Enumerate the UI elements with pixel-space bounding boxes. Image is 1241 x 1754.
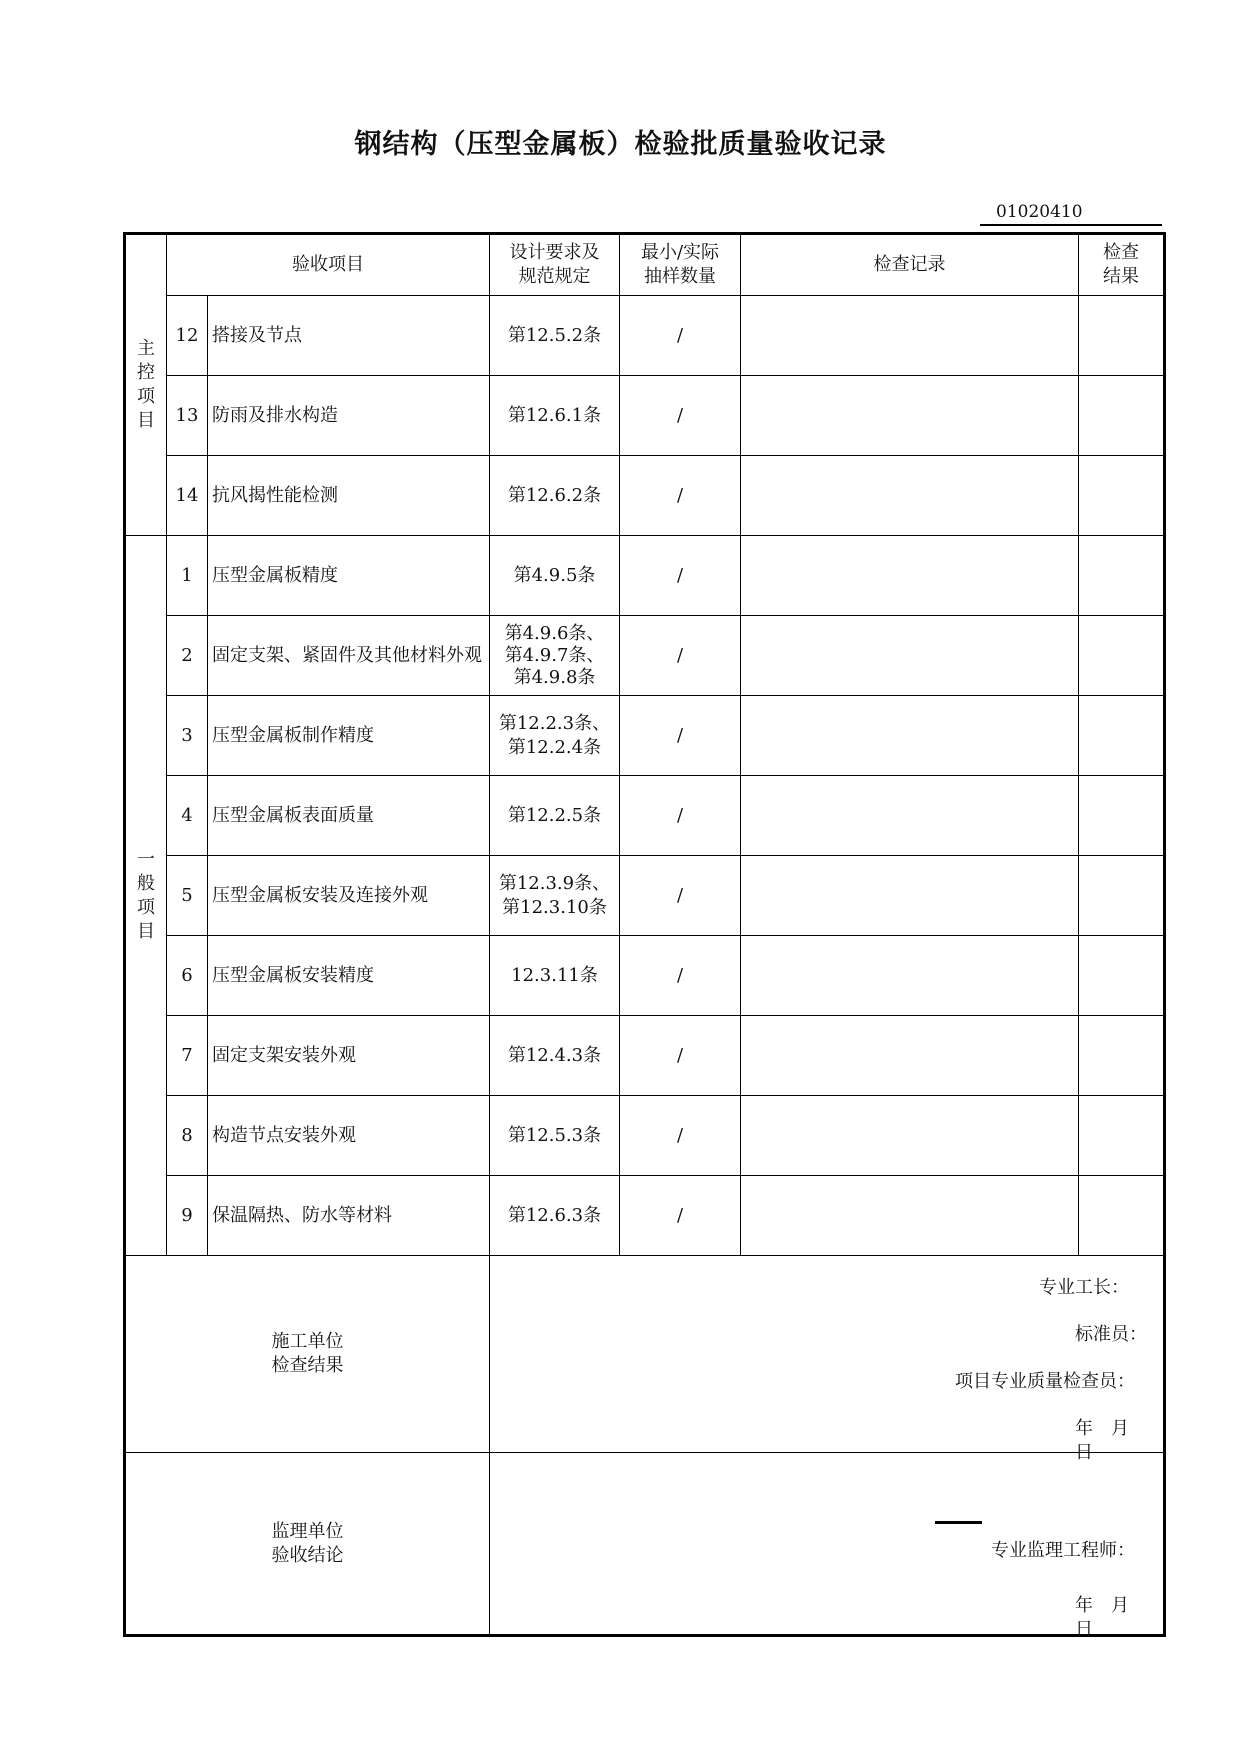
row-item: 保温隔热、防水等材料: [208, 1176, 490, 1256]
row-record-cell[interactable]: [741, 1096, 1079, 1176]
row-spec-line: 第4.9.7条、: [504, 644, 605, 666]
row-item: 压型金属板表面质量: [208, 776, 490, 856]
row-item: 抗风揭性能检测: [208, 456, 490, 536]
row-sample[interactable]: /: [620, 696, 741, 776]
row-spec-line: 第4.9.6条、: [504, 622, 605, 644]
row-record-cell[interactable]: [741, 536, 1079, 616]
row-sample[interactable]: /: [620, 776, 741, 856]
header-sample: [620, 234, 741, 296]
general-char: 项: [137, 896, 155, 918]
row-item: 压型金属板安装及连接外观: [208, 856, 490, 936]
row-spec: 12.3.11条: [490, 936, 620, 1016]
row-result-cell[interactable]: [1079, 296, 1165, 376]
row-item: 压型金属板安装精度: [208, 936, 490, 1016]
standard-label: 标准员：: [1075, 1324, 1147, 1345]
row-item: 构造节点安装外观: [208, 1096, 490, 1176]
row-item: 压型金属板精度: [208, 536, 490, 616]
signature-mark: [935, 1521, 982, 1524]
row-record-cell[interactable]: [741, 856, 1079, 936]
row-spec: [490, 696, 620, 776]
row-number: 5: [167, 856, 208, 936]
row-record-cell[interactable]: [741, 776, 1079, 856]
row-spec-line: 第12.3.9条、: [498, 872, 611, 894]
general-char: 般: [137, 872, 155, 894]
row-result-cell[interactable]: [1079, 376, 1165, 456]
row-spec: 第4.9.5条: [490, 536, 620, 616]
row-record-cell[interactable]: [741, 376, 1079, 456]
header-spec-line: 规范规定: [518, 266, 591, 287]
row-sample[interactable]: /: [620, 376, 741, 456]
general-label: [125, 536, 167, 1256]
row-spec: 第12.6.1条: [490, 376, 620, 456]
construction-row: [125, 1256, 1165, 1453]
table-row: [125, 1176, 1165, 1256]
row-spec-line: 第12.2.3条、: [498, 712, 611, 734]
row-result-cell[interactable]: [1079, 456, 1165, 536]
header-result: [1079, 234, 1165, 296]
row-sample[interactable]: /: [620, 616, 741, 696]
row-result-cell[interactable]: [1079, 696, 1165, 776]
row-result-cell[interactable]: [1079, 1016, 1165, 1096]
header-row: [125, 234, 1165, 296]
page-title: 钢结构（压型金属板）检验批质量验收记录: [354, 129, 887, 160]
supervision-label-line: 监理单位: [271, 1520, 344, 1542]
row-number: 13: [167, 376, 208, 456]
header-spec: [490, 234, 620, 296]
row-spec: 第12.2.5条: [490, 776, 620, 856]
row-result-cell[interactable]: [1079, 776, 1165, 856]
row-record-cell[interactable]: [741, 696, 1079, 776]
header-record: 检查记录: [741, 234, 1079, 296]
row-spec: 第12.5.2条: [490, 296, 620, 376]
row-number: 3: [167, 696, 208, 776]
row-sample[interactable]: /: [620, 1096, 741, 1176]
supervision-label: [125, 1453, 490, 1636]
table-row: [125, 536, 1165, 616]
row-spec: [490, 856, 620, 936]
row-number: 8: [167, 1096, 208, 1176]
table-row: [125, 296, 1165, 376]
row-number: 6: [167, 936, 208, 1016]
row-number: 9: [167, 1176, 208, 1256]
row-item: 搭接及节点: [208, 296, 490, 376]
table-row: [125, 776, 1165, 856]
row-sample[interactable]: /: [620, 1176, 741, 1256]
row-record-cell[interactable]: [741, 456, 1079, 536]
construction-date: 年 月 日: [1075, 1418, 1147, 1463]
table-row: [125, 616, 1165, 696]
table-row: [125, 856, 1165, 936]
row-item: 防雨及排水构造: [208, 376, 490, 456]
row-number: 1: [167, 536, 208, 616]
header-sample-line: 最小/实际: [640, 242, 720, 263]
row-number: 14: [167, 456, 208, 536]
row-record-cell[interactable]: [741, 1016, 1079, 1096]
row-item: 压型金属板制作精度: [208, 696, 490, 776]
table-row: [125, 376, 1165, 456]
header-item: 验收项目: [167, 234, 490, 296]
row-number: 2: [167, 616, 208, 696]
row-result-cell[interactable]: [1079, 616, 1165, 696]
construction-signature-cell[interactable]: [490, 1256, 1165, 1463]
row-number: 7: [167, 1016, 208, 1096]
construction-label-line: 施工单位: [271, 1331, 344, 1352]
row-result-cell[interactable]: [1079, 936, 1165, 1016]
construction-label: [125, 1256, 490, 1453]
row-sample[interactable]: /: [620, 856, 741, 936]
supervision-signature-cell[interactable]: [490, 1453, 1165, 1640]
main-control-char: 控: [137, 362, 155, 383]
table-row: [125, 936, 1165, 1016]
row-result-cell[interactable]: [1079, 1176, 1165, 1256]
quality-inspector-label: 项目专业质量检查员：: [955, 1371, 1135, 1392]
main-control-label: [125, 234, 167, 536]
record-code-field[interactable]: [980, 200, 1162, 226]
row-spec-line: 第4.9.8条: [513, 666, 596, 688]
row-spec: [490, 616, 620, 696]
row-spec-line: 第12.2.4条: [507, 736, 602, 758]
supervision-row: [125, 1453, 1165, 1636]
row-item: 固定支架、紧固件及其他材料外观: [208, 616, 490, 696]
row-sample[interactable]: /: [620, 536, 741, 616]
table-row: [125, 696, 1165, 776]
row-sample[interactable]: /: [620, 1016, 741, 1096]
row-sample[interactable]: /: [620, 296, 741, 376]
table-row: [125, 456, 1165, 536]
header-result-line: 检查: [1103, 242, 1139, 263]
foreman-label: 专业工长：: [1039, 1277, 1129, 1298]
row-record-cell[interactable]: [741, 936, 1079, 1016]
inspection-table: [123, 232, 1166, 1640]
row-spec: 第12.6.2条: [490, 456, 620, 536]
supervision-engineer-label: 专业监理工程师：: [991, 1540, 1135, 1561]
table-row: [125, 1096, 1165, 1176]
supervision-label-line: 验收结论: [271, 1544, 344, 1566]
construction-label-line: 检查结果: [271, 1355, 344, 1376]
row-spec-line: 第12.3.10条: [502, 896, 607, 918]
header-spec-line: 设计要求及: [509, 242, 600, 263]
row-item: 固定支架安装外观: [208, 1016, 490, 1096]
general-char: 目: [137, 920, 155, 942]
row-spec: 第12.4.3条: [490, 1016, 620, 1096]
row-sample[interactable]: /: [620, 456, 741, 536]
supervision-date: 年 月 日: [1075, 1595, 1147, 1640]
row-record-cell[interactable]: [741, 296, 1079, 376]
table-row: [125, 1016, 1165, 1096]
row-record-cell[interactable]: [741, 616, 1079, 696]
main-control-char: 主: [137, 338, 155, 359]
row-result-cell[interactable]: [1079, 1096, 1165, 1176]
row-number: 12: [167, 296, 208, 376]
row-number: 4: [167, 776, 208, 856]
row-sample[interactable]: /: [620, 936, 741, 1016]
row-record-cell[interactable]: [741, 1176, 1079, 1256]
row-spec: 第12.6.3条: [490, 1176, 620, 1256]
main-control-char: 目: [137, 410, 155, 431]
general-char: 一: [137, 848, 155, 870]
header-result-line: 结果: [1103, 266, 1139, 287]
row-spec: 第12.5.3条: [490, 1096, 620, 1176]
row-result-cell[interactable]: [1079, 536, 1165, 616]
record-code: 01020410: [996, 202, 1083, 222]
main-control-char: 项: [137, 386, 155, 407]
header-sample-line: 抽样数量: [644, 266, 716, 287]
row-result-cell[interactable]: [1079, 856, 1165, 936]
